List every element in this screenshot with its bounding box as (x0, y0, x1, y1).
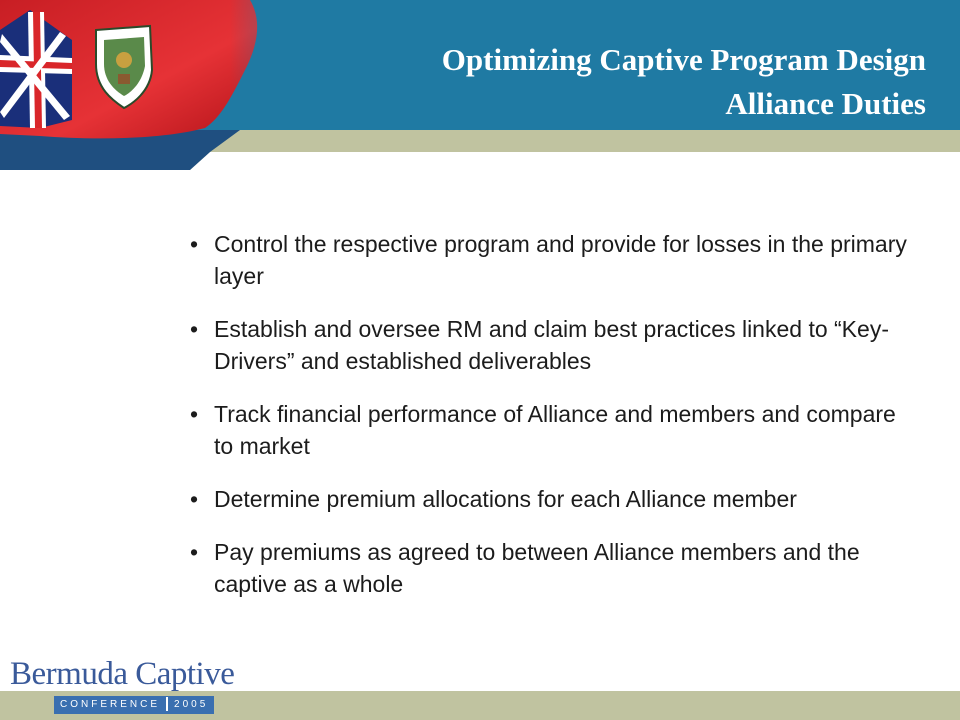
bullet-item: • Control the respective program and provide for losses in the primary layer (190, 228, 920, 292)
title-line-1: Optimizing Captive Program Design (441, 42, 926, 77)
bullet-item: • Pay premiums as agreed to between Alliance members and the captive as a whole (190, 536, 920, 600)
logo-text-right: Captive (135, 656, 235, 692)
logo-sub-left: CONFERENCE (60, 699, 161, 710)
bullet-item: • Determine premium allocations for each Alliance member (190, 483, 920, 515)
bullet-item: • Establish and oversee RM and claim best practices linked to “Key-Drivers” and established deliverables (190, 313, 920, 377)
slide-header (0, 0, 960, 170)
bermuda-captive-logo (10, 656, 240, 720)
logo-sub-right: 2005 (174, 699, 209, 710)
logo-text-left: Bermuda (10, 656, 128, 692)
slide-title (442, 38, 926, 126)
bullet-list (190, 228, 920, 621)
logo-conference-bar (54, 696, 214, 714)
bullet-item: • Track financial performance of Alliance and members and compare to market (190, 398, 920, 462)
logo-separator (166, 697, 168, 711)
logo-wordmark (10, 656, 234, 693)
title-line-2: Alliance Duties (725, 86, 926, 121)
